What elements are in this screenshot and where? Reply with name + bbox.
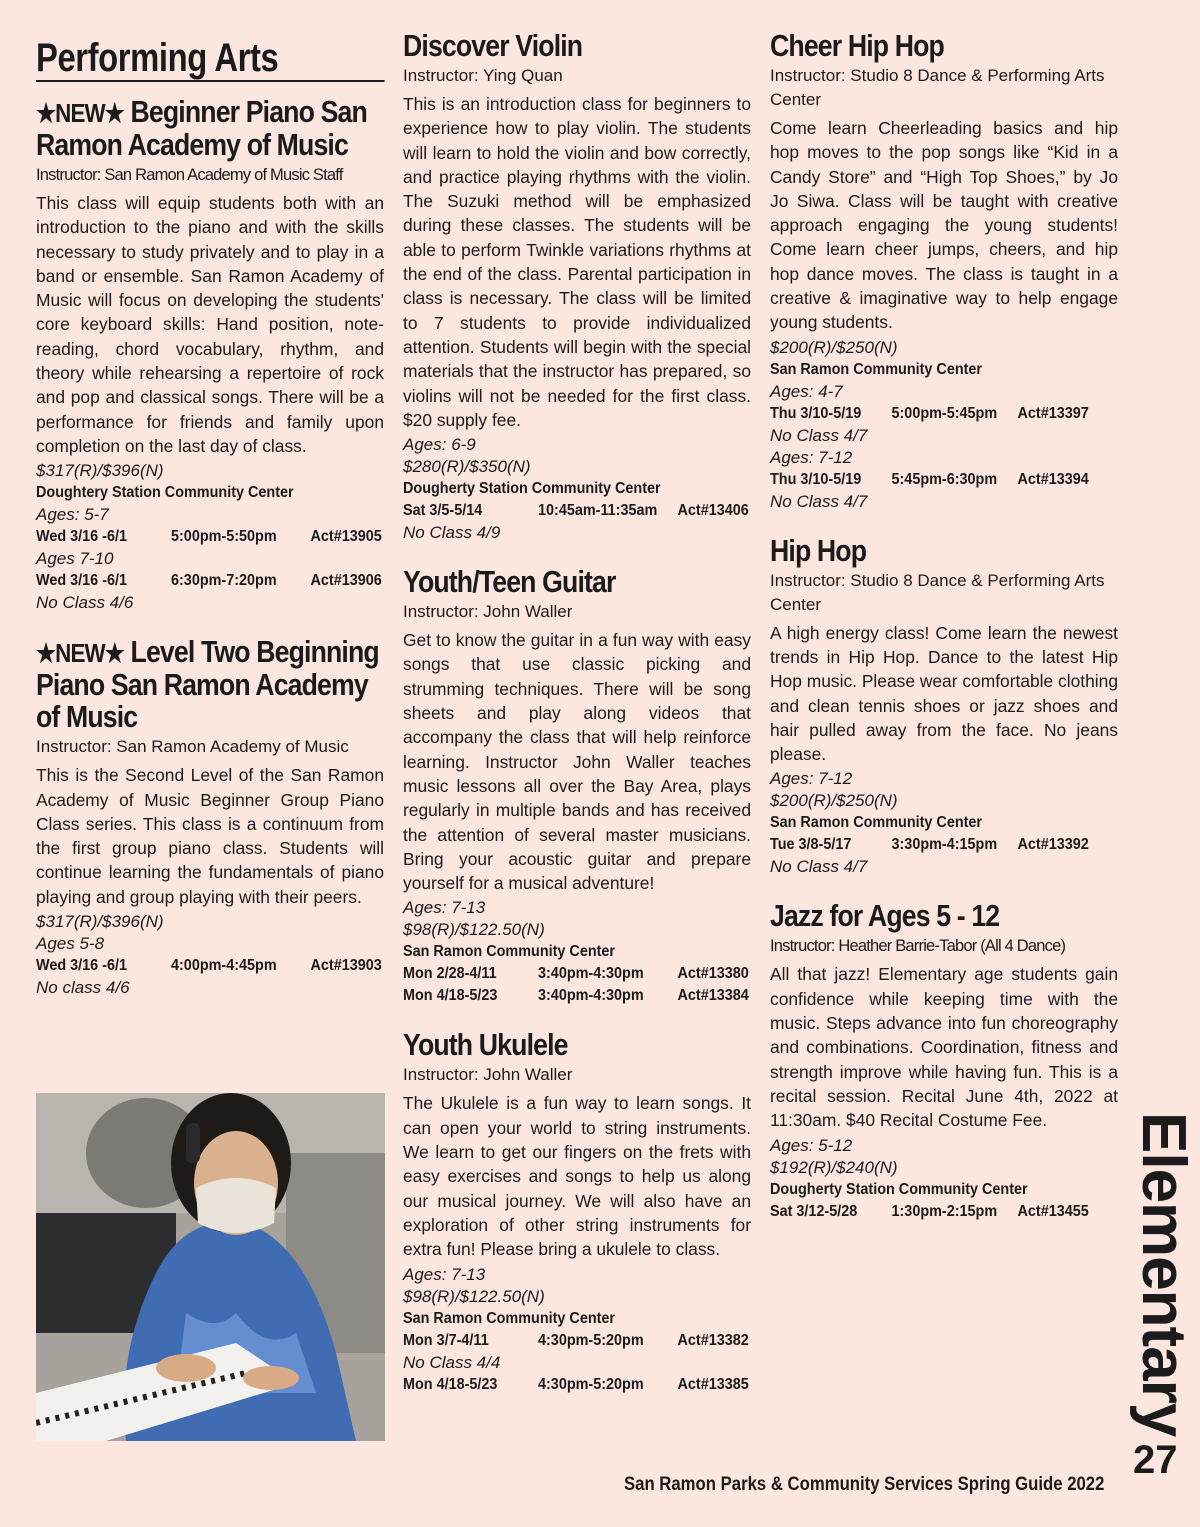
- new-star-badge: ★NEW★: [36, 98, 124, 128]
- description: All that jazz! Elementary age students gain confidence while keeping time with the music. Steps advance into fun choreography and combinations. Coordination, fitness and strength improve while having fun. This is a recital session. Recital June 4th, 2022 at 11:30am. $40 Recital Costume Fee.: [770, 964, 1118, 1131]
- location: San Ramon Community Center: [770, 814, 983, 832]
- class-title: [36, 96, 383, 161]
- class-title-text: Beginner Piano San Ramon Academy of Music: [36, 94, 367, 162]
- fee: $98(R)/$122.50(N): [403, 920, 545, 940]
- session-time: 6:30pm-7:20pm: [171, 572, 277, 590]
- session-date: Tue 3/8-5/17: [770, 836, 852, 854]
- no-class-note: No Class 4/7: [770, 425, 868, 445]
- fee: $192(R)/$240(N): [770, 1157, 898, 1177]
- activity-number: Act#13385: [677, 1375, 749, 1393]
- class-title: [36, 636, 383, 733]
- section-title: Performing Arts: [36, 36, 384, 82]
- class-title: Youth/Teen Guitar: [403, 564, 616, 600]
- session-date: Wed 3/16 -6/1: [36, 528, 127, 546]
- column-right: [770, 30, 1118, 1245]
- instructor: Instructor: John Waller: [403, 1065, 573, 1085]
- session-time: 1:30pm-2:15pm: [891, 1202, 998, 1220]
- session-date: Mon 4/18-5/23: [403, 987, 498, 1005]
- description: The Ukulele is a fun way to learn songs. It can open your world to string instruments. We learn to get our fingers on the frets with easy exercises and songs to help us along our musical journey. We will also have an exploration of other string instruments for extra fun! Please bring a ukulele to class.: [403, 1093, 751, 1260]
- class-hip-hop: [770, 532, 1118, 879]
- footer: San Ramon Parks & Community Services Spring Guide 2022: [624, 1474, 1105, 1495]
- session-row: [36, 955, 384, 977]
- new-star-badge: ★NEW★: [36, 638, 124, 669]
- class-youth-teen-guitar: [403, 566, 751, 1007]
- class-title: Youth Ukulele: [403, 1027, 568, 1063]
- activity-number: Act#13906: [310, 572, 382, 590]
- session-date: Sat 3/5-5/14: [403, 502, 483, 520]
- activity-number: Act#13384: [677, 987, 749, 1005]
- session-row: [36, 526, 384, 548]
- session-time: 4:30pm-5:20pm: [538, 1375, 644, 1393]
- session-row: [36, 570, 384, 592]
- age-range: Ages 5-8: [36, 934, 105, 954]
- instructor: Instructor: Ying Quan: [403, 66, 563, 85]
- description: This class will equip students both with an introduction to the piano and with the skills necessary to study privately and to play in a band or ensemble. San Ramon Academy of Music will focus on developing the students' core keyboard skills: Hand position, note-reading, chord vocabulary, rhythm, and theory while rehearsing a repertoire of rock and pop and classical songs. There will be a performance for friends and family upon completion on the last day of class.: [36, 193, 384, 456]
- instructor: Instructor: John Waller: [403, 602, 573, 622]
- session-row: [770, 469, 1118, 491]
- session-date: Thu 3/10-5/19: [770, 470, 862, 488]
- session-time: 3:40pm-4:30pm: [538, 965, 644, 983]
- activity-number: Act#13905: [310, 528, 382, 546]
- activity-number: Act#13394: [1017, 470, 1089, 488]
- fee: $317(R)/$396(N): [36, 461, 164, 481]
- activity-number: Act#13903: [310, 957, 382, 975]
- activity-number: Act#13380: [677, 965, 749, 983]
- description: A high energy class! Come learn the newest trends in Hip Hop. Dance to the latest Hip Hop music. Please wear comfortable clothing and clean tennis shoes or jazz shoes and hair pulled away from the face. No jeans please.: [770, 622, 1118, 765]
- activity-number: Act#13455: [1017, 1202, 1089, 1220]
- age-range: Ages: 5-7: [36, 505, 109, 525]
- age-range: Ages: 7-12: [770, 769, 853, 789]
- location: Dougherty Station Community Center: [770, 1180, 1028, 1198]
- session-date: Wed 3/16 -6/1: [36, 572, 127, 590]
- student-piano-photo: [36, 1093, 385, 1441]
- age-range: Ages: 4-7: [770, 381, 843, 401]
- age-range: Ages: 7-13: [403, 1264, 486, 1284]
- session-time: 3:40pm-4:30pm: [538, 987, 644, 1005]
- instructor: Instructor: Studio 8 Dance & Performing Arts Center: [770, 570, 1105, 614]
- session-time: 3:30pm-4:15pm: [891, 836, 998, 854]
- session-row: [403, 985, 751, 1007]
- class-title: Cheer Hip Hop: [770, 28, 944, 63]
- class-level-two-piano: [36, 636, 384, 999]
- activity-number: Act#13397: [1017, 404, 1089, 422]
- page-number: 27: [1133, 1438, 1178, 1482]
- activity-number: Act#13406: [677, 502, 749, 520]
- session-time: 5:00pm-5:50pm: [171, 528, 277, 546]
- session-row: [403, 963, 751, 985]
- description: This is an introduction class for beginners to experience how to play violin. The students will learn to hold the violin and bow correctly, and practice playing rhythms with the violin. The Suzuki method will be emphasized during these classes. The students will be able to perform Twinkle variations rhythms at the end of the class. Parental participation in class is necessary. The class will be limited to 7 students to provide individualized attention. Students will begin with the special materials that the instructor has prepared, so violins will not be needed for the first class. $20 supply fee.: [403, 94, 751, 430]
- fee: $200(R)/$250(N): [770, 337, 898, 357]
- session-date: Mon 4/18-5/23: [403, 1375, 498, 1393]
- age-range: Ages: 7-13: [403, 898, 486, 918]
- class-discover-violin: [403, 30, 751, 544]
- column-middle: [403, 30, 751, 1418]
- session-time: 5:00pm-5:45pm: [891, 404, 998, 422]
- class-beginner-piano: [36, 96, 384, 614]
- fee: $98(R)/$122.50(N): [403, 1286, 545, 1306]
- class-title: Hip Hop: [770, 532, 867, 568]
- age-range: Ages: 6-9: [403, 435, 476, 455]
- no-class-note: No Class 4/4: [403, 1352, 501, 1372]
- class-title-text: Level Two Beginning Piano San Ramon Academy of Music: [36, 634, 379, 735]
- fee: $200(R)/$250(N): [770, 791, 898, 811]
- session-row: [770, 1201, 1118, 1223]
- photo-illustration: [36, 1093, 385, 1441]
- fee: $317(R)/$396(N): [36, 912, 164, 932]
- no-class-note: No Class 4/6: [36, 593, 134, 613]
- class-cheer-hip-hop: [770, 30, 1118, 513]
- description: Get to know the guitar in a fun way with easy songs that use classic picking and strumming techniques. There will be song sheets and play along videos that accompany the class that will help reinforce learning. Instructor John Waller teaches music lessons all over the Bay Area, plays regularly in multiple bands and has received the attention of several master musicians. Bring your acoustic guitar and prepare yourself for a musical adventure!: [403, 630, 751, 894]
- session-date: Sat 3/12-5/28: [770, 1202, 858, 1220]
- class-title: Jazz for Ages 5 - 12: [770, 898, 1000, 934]
- session-date: Wed 3/16 -6/1: [36, 957, 127, 975]
- description: Come learn Cheerleading basics and hip hop moves to the pop songs like “Kid in a Candy Store” and “High Top Shoes,” by Jo Jo Siwa. Class will be taught with creative approach engaging the young students! Come learn cheer jumps, cheers, and hip hop dance moves. The class is taught in a creative & imaginative way to help engage young students.: [770, 118, 1118, 333]
- fee: $280(R)/$350(N): [403, 457, 531, 477]
- activity-number: Act#13382: [677, 1331, 749, 1349]
- age-range: Ages: 5-12: [770, 1135, 853, 1155]
- location: Doughtery Station Community Center: [36, 484, 294, 502]
- age-range: Ages 7-10: [36, 549, 114, 569]
- no-class-note: No Class 4/9: [403, 523, 501, 543]
- age-range: Ages: 7-12: [770, 447, 853, 467]
- location: San Ramon Community Center: [770, 360, 983, 378]
- session-time: 4:30pm-5:20pm: [538, 1331, 644, 1349]
- no-class-note: No Class 4/7: [770, 857, 868, 877]
- class-title: Discover Violin: [403, 28, 583, 63]
- side-section-label: Elementary: [1129, 1112, 1198, 1437]
- instructor: Instructor: San Ramon Academy of Music: [36, 737, 349, 757]
- session-row: [403, 500, 751, 522]
- session-row: [770, 834, 1118, 856]
- instructor: Instructor: Studio 8 Dance & Performing Arts Center: [770, 66, 1105, 109]
- instructor: Instructor: San Ramon Academy of Music Staff: [36, 166, 343, 184]
- session-row: [403, 1330, 751, 1352]
- location: San Ramon Community Center: [403, 943, 616, 961]
- activity-number: Act#13392: [1017, 836, 1089, 854]
- description: This is the Second Level of the San Ramon Academy of Music Beginner Group Piano Class series. This class is a continuum from the first group piano class. Students will continue learning the fundamentals of piano playing and group playing with their peers.: [36, 765, 384, 907]
- instructor: Instructor: Heather Barrie-Tabor (All 4 Dance): [770, 937, 1066, 956]
- session-date: Mon 3/7-4/11: [403, 1331, 489, 1349]
- session-row: [770, 403, 1118, 425]
- session-date: Thu 3/10-5/19: [770, 404, 862, 422]
- session-date: Mon 2/28-4/11: [403, 965, 497, 983]
- no-class-note: No class 4/6: [36, 978, 130, 998]
- session-time: 10:45am-11:35am: [538, 502, 658, 520]
- column-left: [36, 30, 384, 1021]
- session-time: 5:45pm-6:30pm: [891, 470, 998, 488]
- class-jazz: [770, 900, 1118, 1222]
- location: San Ramon Community Center: [403, 1309, 616, 1327]
- no-class-note: No Class 4/7: [770, 491, 868, 511]
- location: Dougherty Station Community Center: [403, 480, 661, 498]
- class-youth-ukulele: [403, 1029, 751, 1395]
- session-row: [403, 1374, 751, 1396]
- session-time: 4:00pm-4:45pm: [171, 957, 277, 975]
